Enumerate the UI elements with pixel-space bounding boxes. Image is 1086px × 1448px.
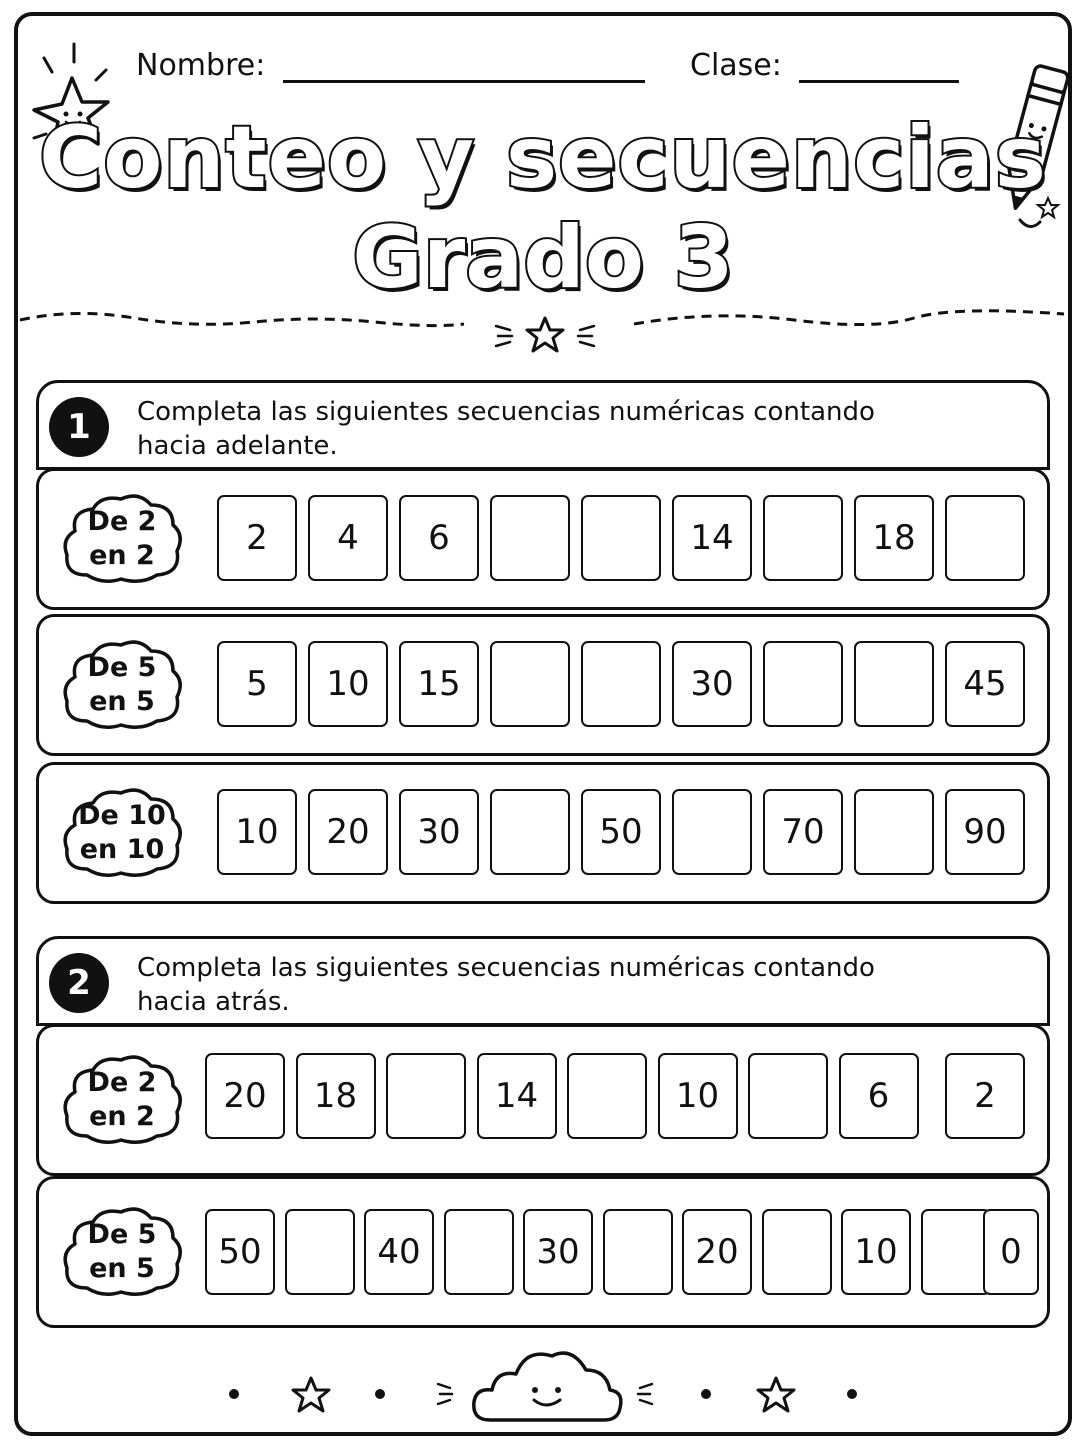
answer-box: 18 [296,1053,376,1139]
answer-box: 6 [399,495,479,581]
cloud-label-bubble [57,635,187,739]
answer-box: 20 [682,1209,752,1295]
answer-box-blank[interactable] [567,1053,647,1139]
answer-box-blank[interactable] [672,789,752,875]
step-label [57,651,187,719]
step-label [57,505,187,573]
answer-box: 50 [205,1209,275,1295]
answer-box-blank[interactable] [763,641,843,727]
answer-box: 18 [854,495,934,581]
step-label [57,1218,187,1286]
answer-box: 0 [983,1209,1039,1295]
cloud-label-bubble [57,1202,187,1306]
step-label-line2: en 5 [89,686,155,717]
cloud-label-bubble [57,489,187,593]
section-2-number: 2 [49,953,109,1013]
answer-box: 10 [308,641,388,727]
answer-box-blank[interactable] [490,641,570,727]
sequence-row [36,1024,1050,1176]
answer-box-blank[interactable] [444,1209,514,1295]
answer-box: 6 [839,1053,919,1139]
step-label-line2: en 2 [89,1101,155,1132]
answer-box: 20 [308,789,388,875]
step-label-line1: De 10 [78,800,166,831]
class-line[interactable] [799,53,959,83]
class-label: Clase: [690,48,782,83]
answer-box: 30 [399,789,479,875]
sequence-row [36,1176,1050,1328]
step-label-line2: en 10 [79,834,165,865]
cloud-label-bubble [57,783,187,887]
answer-box-blank[interactable] [490,789,570,875]
answer-box: 10 [217,789,297,875]
answer-box-blank[interactable] [490,495,570,581]
name-label: Nombre: [136,48,266,83]
answer-box: 90 [945,789,1025,875]
class-field[interactable] [690,48,959,83]
answer-box: 10 [841,1209,911,1295]
section-1-number: 1 [49,397,109,457]
answer-box-blank[interactable] [748,1053,828,1139]
section-2-instruction-line1: Completa las siguientes secuencias numéricas contando [137,953,875,983]
step-label-line2: en 5 [89,1253,155,1284]
answer-box-blank[interactable] [386,1053,466,1139]
step-label-line1: De 2 [87,1067,157,1098]
step-label [57,799,187,867]
answer-box: 14 [672,495,752,581]
name-line[interactable] [283,53,645,83]
answer-box-blank[interactable] [762,1209,832,1295]
step-label-line2: en 2 [89,540,155,571]
answer-box: 14 [477,1053,557,1139]
answer-box-blank[interactable] [854,641,934,727]
answer-box: 5 [217,641,297,727]
cloud-label-bubble [57,1050,187,1154]
page-subtitle: Grado 3 [352,208,734,308]
sequence-row [36,468,1050,610]
answer-box-blank[interactable] [581,641,661,727]
answer-box: 4 [308,495,388,581]
answer-box: 50 [581,789,661,875]
answer-box-blank[interactable] [921,1209,991,1295]
answer-box: 15 [399,641,479,727]
answer-box: 20 [205,1053,285,1139]
answer-box: 45 [945,641,1025,727]
answer-box: 2 [217,495,297,581]
section-1-instruction [137,395,1017,463]
answer-box-blank[interactable] [285,1209,355,1295]
section-1-instruction-line2: hacia adelante. [137,431,338,461]
answer-box: 30 [523,1209,593,1295]
section-1-instruction-line1: Completa las siguientes secuencias numéricas contando [137,397,875,427]
answer-box: 70 [763,789,843,875]
step-label-line1: De 5 [87,1219,157,1250]
footer-decoration [200,1340,890,1430]
page-title: Conteo y secuencias [39,108,1047,208]
answer-box-blank[interactable] [603,1209,673,1295]
answer-box: 30 [672,641,752,727]
answer-box-blank[interactable] [945,495,1025,581]
answer-box-blank[interactable] [581,495,661,581]
star-icon [527,318,563,351]
smiling-cloud-icon [474,1353,621,1420]
answer-box: 40 [364,1209,434,1295]
answer-box-blank[interactable] [854,789,934,875]
section-1-header [36,380,1050,470]
section-2-instruction-line2: hacia atrás. [137,987,290,1017]
step-label-line1: De 5 [87,652,157,683]
step-label [57,1066,187,1134]
section-2-header [36,936,1050,1026]
wavy-divider [14,300,1072,370]
answer-box: 2 [945,1053,1025,1139]
step-label-line1: De 2 [87,506,157,537]
sequence-row [36,762,1050,904]
sequence-row [36,614,1050,756]
answer-box-blank[interactable] [763,495,843,581]
name-field[interactable] [136,48,645,83]
answer-box: 10 [658,1053,738,1139]
section-2-instruction [137,951,1017,1019]
